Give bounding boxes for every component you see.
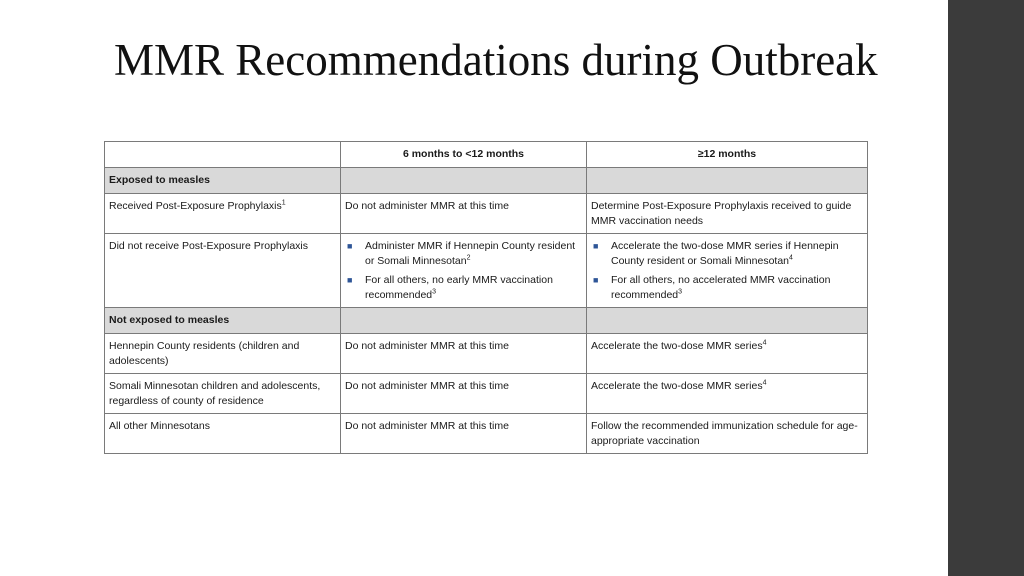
list-item: ■ For all others, no accelerated MMR vaccination recommended$^3$ (593, 274, 831, 301)
header-12-plus-months: ≥12 months (587, 142, 868, 168)
group-label: Not exposed to measles (105, 308, 341, 334)
cell-12-plus-months: Determine Post-Exposure Prophylaxis received to guide MMR vaccination needs (587, 194, 868, 234)
bullet-square-icon: ■ (347, 275, 353, 285)
cell-6-to-12-months: Do not administer MMR at this time (341, 334, 587, 374)
cell-12-plus-months: Accelerate the two-dose MMR series$^4$ (587, 334, 868, 374)
cell-12-plus-months: Accelerate the two-dose MMR series$^4$ (587, 374, 868, 414)
slide-sidebar (948, 0, 1024, 576)
header-row (105, 142, 868, 168)
row-label: Did not receive Post-Exposure Prophylaxis (105, 234, 341, 308)
group-empty-cell (587, 308, 868, 334)
cell-12-plus-months (587, 234, 868, 308)
list-item: ■ Administer MMR if Hennepin County resident or Somali Minnesotan$^2$ (347, 240, 576, 267)
table-row (105, 334, 868, 374)
cell-6-to-12-months: Do not administer MMR at this time (341, 374, 587, 414)
header-empty-cell (105, 142, 341, 168)
cell-6-to-12-months: Do not administer MMR at this time (341, 194, 587, 234)
row-label: Hennepin County residents (children and adolescents) (105, 334, 341, 374)
list-item: ■ Accelerate the two-dose MMR series if Hennepin County resident or Somali Minnesotan$^4$ (593, 240, 839, 267)
cell-12-plus-months: Follow the recommended immunization schedule for age-appropriate vaccination (587, 414, 868, 454)
group-empty-cell (341, 168, 587, 194)
table-row (105, 234, 868, 308)
bullet-square-icon: ■ (347, 241, 353, 251)
group-empty-cell (587, 168, 868, 194)
cell-6-to-12-months (341, 234, 587, 308)
cell-6-to-12-months: Do not administer MMR at this time (341, 414, 587, 454)
group-empty-cell (341, 308, 587, 334)
group-row-not-exposed (105, 308, 868, 334)
bullet-square-icon: ■ (593, 275, 599, 285)
table-row (105, 374, 868, 414)
bullet-square-icon: ■ (593, 241, 599, 251)
slide-title: MMR Recommendations during Outbreak (114, 35, 878, 85)
table-row (105, 414, 868, 454)
row-label: All other Minnesotans (105, 414, 341, 454)
table-row (105, 194, 868, 234)
group-label: Exposed to measles (105, 168, 341, 194)
row-label: Received Post-Exposure Prophylaxis$^1$ (105, 194, 341, 234)
group-row-exposed (105, 168, 868, 194)
list-item: ■ For all others, no early MMR vaccination recommended$^3$ (347, 274, 553, 301)
bullet-list (591, 239, 863, 303)
header-6-to-12-months: 6 months to <12 months (341, 142, 587, 168)
bullet-list (345, 239, 582, 303)
recommendations-table (104, 141, 868, 454)
row-label: Somali Minnesotan children and adolescents, regardless of county of residence (105, 374, 341, 414)
